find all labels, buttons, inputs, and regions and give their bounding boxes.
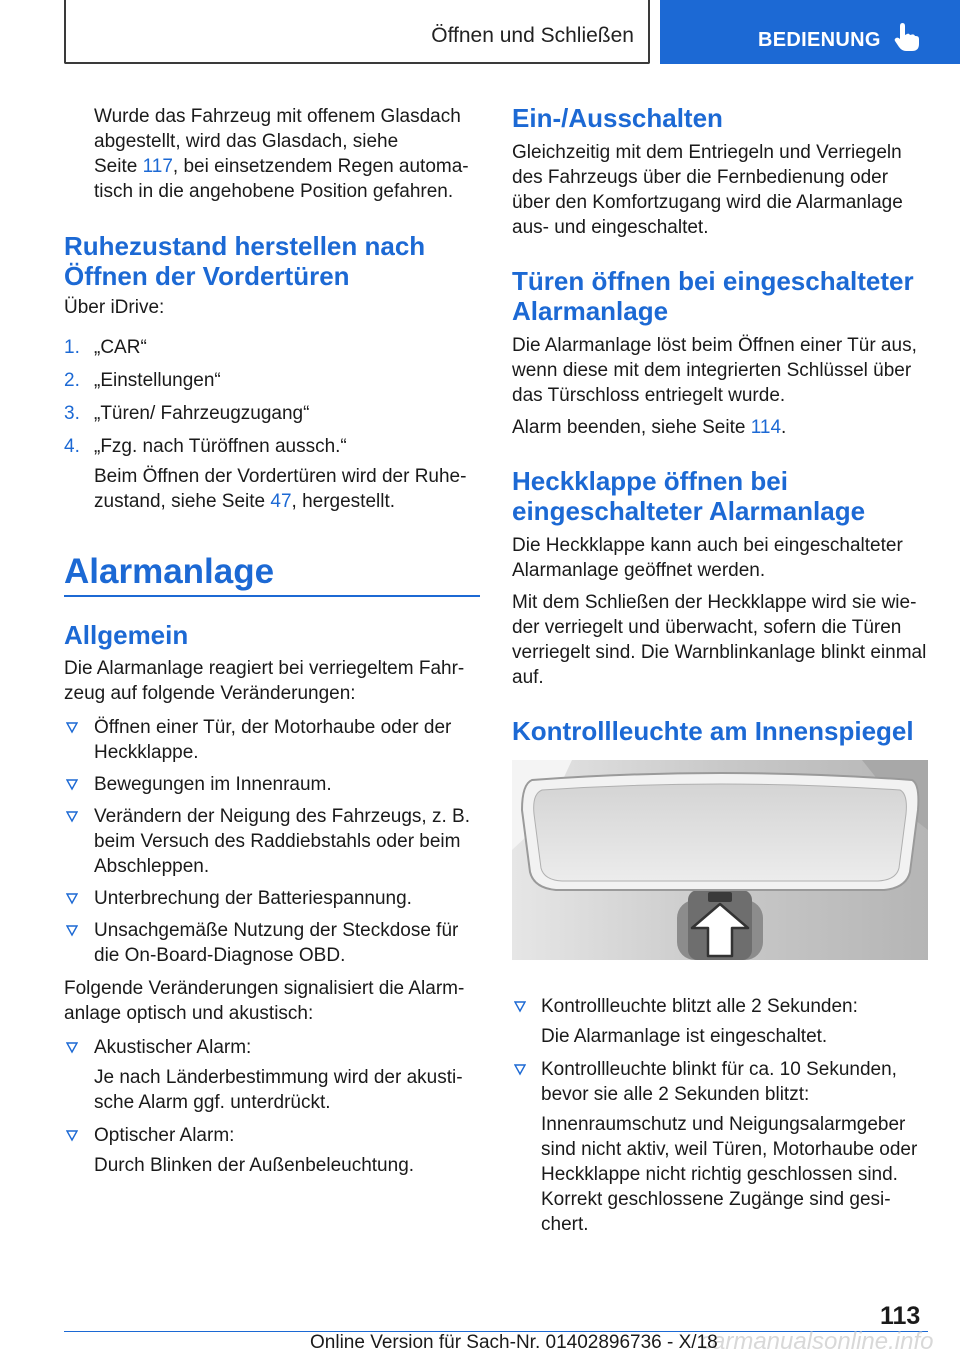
signal-note: sche Alarm ggf. unterdrückt. [94,1092,331,1113]
idrive-label: Über iDrive: [64,297,165,318]
bullet-triangle-icon [66,1042,78,1054]
bullet-triangle-icon [66,893,78,905]
intro-line-2: abgestellt, wird das Glasdach, siehe [94,131,399,152]
step-text: „Türen/ Fahrzeugzugang“ [94,403,310,424]
signal-note: Durch Blinken der Außenbeleuchtung. [94,1155,415,1176]
rest-heading-line-2: Öffnen der Vordertüren [64,261,350,291]
step-number: 2. [64,370,80,391]
doors-heading-line-1: Türen öffnen bei eingeschalteter [512,266,914,296]
tailgate-text-line: Alarmanlage geöffnet werden. [512,560,766,581]
onoff-heading: Ein-/Ausschalten [512,103,723,133]
change-item-line: die On-Board-Diagnose OBD. [94,945,346,966]
chapter-tab-label: BEDIENUNG [758,29,881,51]
intro-line-3-post: , bei einsetzendem Regen automa- [172,156,469,177]
change-item-line: Abschleppen. [94,856,210,877]
onoff-text-line: Gleichzeitig mit dem Entriegeln und Verriegeln [512,142,902,163]
change-item-line: Unterbrechung der Batteriespannung. [94,888,412,909]
change-item-line: Öffnen einer Tür, der Motorhaube oder der [94,717,452,738]
alarm-end-pre: Alarm beenden, siehe Seite [512,417,751,438]
lamp-item-note: chert. [541,1214,589,1235]
step-number: 1. [64,337,80,358]
onoff-text-line: aus- und eingeschaltet. [512,217,709,238]
alarm-end-post: . [781,417,787,438]
lamp-item-note: Die Alarmanlage ist eingeschaltet. [541,1026,828,1047]
rearview-mirror-figure [512,760,928,960]
step-number: 4. [64,436,80,457]
intro-line-3 [94,154,469,179]
signal-text-line-1: Folgende Veränderungen signalisiert die Alarm- [64,978,465,999]
intro-line-1: Wurde das Fahrzeug mit offenem Glasdach [94,106,461,127]
step4-note-pre: zustand, siehe Seite [94,491,271,512]
tailgate-text-line: Die Heckklappe kann auch bei eingeschalteter [512,535,903,556]
step-text: „Einstellungen“ [94,370,221,391]
tailgate-text-line: verriegelt sind. Die Warnblinkanlage blinkt einmal [512,642,927,663]
section-header-box [64,0,650,64]
lamp-item-label: bevor sie alle 2 Sekunden blitzt: [541,1084,810,1105]
change-item-line: Bewegungen im Innenraum. [94,774,332,795]
hand-pointer-icon [894,22,920,52]
tailgate-text-line: Mit dem Schließen der Heckklappe wird sie wie- [512,592,917,613]
change-item-line: Unsachgemäße Nutzung der Steckdose für [94,920,459,941]
intro-line-3-pre: Seite [94,156,143,177]
bullet-triangle-icon [66,779,78,791]
lamp-item-label: Kontrollleuchte blitzt alle 2 Sekunden: [541,996,858,1017]
step4-note-line-1: Beim Öffnen der Vordertüren wird der Ruhe- [94,466,467,487]
general-text-line-1: Die Alarmanlage reagiert bei verriegeltem Fahr- [64,658,465,679]
page-link-114[interactable]: 114 [750,417,782,438]
step-text: „CAR“ [94,337,147,358]
page-link-47[interactable]: 47 [270,491,292,512]
signal-text-line-2: anlage optisch und akustisch: [64,1003,314,1024]
tailgate-text-line: der verriegelt und überwacht, sofern die Türen [512,617,902,638]
lamp-item-note: Korrekt geschlossene Zugänge sind gesi- [541,1189,891,1210]
onoff-text-line: über den Komfortzugang wird die Alarmanlage [512,192,903,213]
signal-label: Akustischer Alarm: [94,1037,252,1058]
watermark: carmanualsonline.info [700,1328,934,1355]
tailgate-heading-line-1: Heckklappe öffnen bei [512,466,788,496]
change-item-line: Heckklappe. [94,742,199,763]
alarm-end-line [512,415,786,440]
bullet-triangle-icon [514,1001,526,1013]
section-title: Öffnen und Schließen [431,24,634,47]
signal-label: Optischer Alarm: [94,1125,235,1146]
page-link-117[interactable]: 117 [142,156,173,177]
step-text: „Fzg. nach Türöffnen aussch.“ [94,436,347,457]
lamp-heading: Kontrollleuchte am Innenspiegel [512,716,914,746]
bullet-triangle-icon [66,1130,78,1142]
general-text-line-2: zeug auf folgende Veränderungen: [64,683,356,704]
step4-note-line-2 [94,489,395,514]
online-version-text: Online Version für Sach-Nr. 01402896736 - X/18 [310,1332,718,1353]
doors-text-line: das Türschloss entriegelt wurde. [512,385,786,406]
lamp-item-note: Innenraumschutz und Neigungsalarmgeber [541,1114,906,1135]
lamp-item-label: Kontrollleuchte blinkt für ca. 10 Sekunden, [541,1059,897,1080]
doors-text-line: wenn diese mit dem integrierten Schlüssel über [512,360,912,381]
lamp-item-note: Heckklappe nicht richtig geschlossen sind. [541,1164,898,1185]
step4-note-post: , hergestellt. [291,491,396,512]
main-heading-alarmanlage: Alarmanlage [64,552,275,591]
intro-line-4: tisch in die angehobene Position gefahren. [94,181,454,202]
tailgate-heading-line-2: eingeschalteter Alarmanlage [512,496,866,526]
tailgate-text-line: auf. [512,667,544,688]
change-item-line: Verändern der Neigung des Fahrzeugs, z. B. [94,806,471,827]
bullet-triangle-icon [514,1064,526,1076]
chapter-tab[interactable] [660,0,960,64]
lamp-item-note: sind nicht aktiv, weil Türen, Motorhaube oder [541,1139,918,1160]
doors-text-line: Die Alarmanlage löst beim Öffnen einer Tür aus, [512,335,917,356]
bullet-triangle-icon [66,925,78,937]
page-number: 113 [880,1302,921,1330]
heading-rule [64,595,480,597]
doors-heading-line-2: Alarmanlage [512,296,669,326]
signal-note: Je nach Länderbestimmung wird der akusti- [94,1067,463,1088]
onoff-text-line: des Fahrzeugs über die Fernbedienung oder [512,167,889,188]
bullet-triangle-icon [66,811,78,823]
step-number: 3. [64,403,80,424]
bullet-triangle-icon [66,722,78,734]
rearview-mirror-arrow-illustration [512,760,928,960]
rest-heading-line-1: Ruhezustand herstellen nach [64,231,426,261]
change-item-line: beim Versuch des Raddiebstahls oder beim [94,831,461,852]
general-heading: Allgemein [64,620,189,650]
